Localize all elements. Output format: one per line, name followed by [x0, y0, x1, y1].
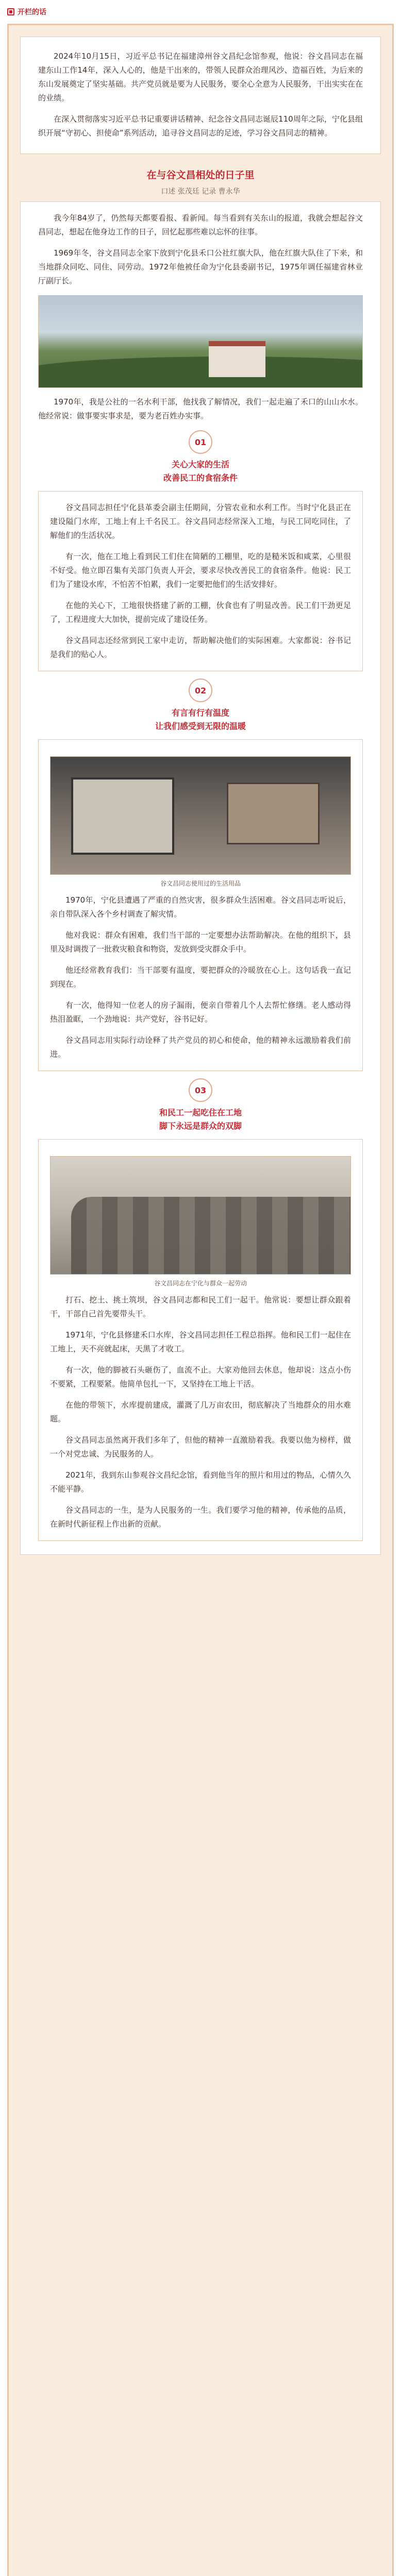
section-2-paragraph: 他对我说：群众有困难，我们当干部的一定要想办法帮助解决。在他的组织下，县里及时调拨了一批救灾粮食和物资，发放到受灾群众手中。 — [50, 930, 351, 954]
section-3-paragraph: 谷文昌同志虽然离开我们多年了，但他的精神一直激励着我。我要以他为榜样，做一个对党忠诚、为民服务的人。 — [50, 1435, 351, 1459]
building-shape — [209, 341, 265, 377]
section-1-paragraph: 有一次，他在工地上看到民工们住在简陋的工棚里，吃的是糙米饭和咸菜，心里很不好受。他立即召集有关部门负责人开会，要求尽快改善民工的食宿条件。他说：民工们为了建设水库，不怕苦不怕累，我们一定要把他们的生活安排好。 — [50, 552, 351, 589]
exhibit-board-shape — [227, 783, 320, 844]
section-2-paragraph: 有一次，他得知一位老人的房子漏雨，便亲自带着几个人去帮忙修缮。老人感动得热泪盈眶，一个劲地说：共产党好，谷书记好。 — [50, 1001, 351, 1024]
section-2-number: 02 — [189, 679, 212, 702]
section-1-body — [38, 491, 363, 671]
section-3-paragraph: 打石、挖土、挑土筑坝，谷文昌同志都和民工们一起干。他常说：要想让群众跟着干，干部自己首先要带头干。 — [50, 1295, 351, 1318]
section-3-paragraph: 在他的带领下，水库提前建成，灌溉了几万亩农田，彻底解决了当地群众的用水难题。 — [50, 1400, 351, 1423]
article-paragraph: 1969年冬，谷文昌同志全家下放到宁化县禾口公社红旗大队，他在红旗大队住了下来，和当地群众同吃、同住、同劳动。1972年他被任命为宁化县委副书记，1975年调任福建省林业厅副厅长。 — [38, 248, 363, 285]
section-2-title: 有言有行有温度 让我们感受到无限的温暖 — [155, 708, 246, 731]
section-2-header — [38, 679, 363, 733]
display-case-shape — [71, 777, 174, 855]
article-paragraph: 1970年，我是公社的一名水利干部，他找我了解情况，我们一起走遍了禾口的山山水水。他经常说：做事要实事求是，要为老百姓办实事。 — [38, 397, 363, 420]
column-tag-label: 开栏的话 — [18, 8, 46, 16]
top-tag-bar — [0, 0, 401, 24]
section-2-body — [38, 739, 363, 1071]
section-1-paragraph: 在他的关心下，工地很快搭建了新的工棚，伙食也有了明显改善。民工们干劲更足了，工程进度大大加快，提前完成了建设任务。 — [50, 601, 351, 624]
section-1-title: 关心大家的生活 改善民工的食宿条件 — [163, 460, 238, 483]
section-3-title: 和民工一起吃住在工地 脚下永远是群众的双脚 — [159, 1108, 242, 1131]
hill-shape — [38, 357, 363, 387]
article-byline: 口述 张茂廷 记录 曹永华 — [161, 188, 240, 196]
section-3-paragraph: 2021年，我到东山参观谷文昌纪念馆，看到他当年的照片和用过的物品，心情久久不能平静。 — [50, 1470, 351, 1494]
article-frame — [7, 24, 394, 2576]
section-3-photo-caption: 谷文昌同志在宁化与群众一起劳动 — [154, 1280, 247, 1287]
section-2-paragraph: 他还经常教育我们：当干部要有温度，要把群众的冷暖放在心上。这句话我一直记到现在。 — [50, 965, 351, 989]
tag-mark-icon — [7, 8, 14, 15]
section-2-paragraph: 谷文昌同志用实际行动诠释了共产党员的初心和使命，他的精神永远激励着我们前进。 — [50, 1036, 351, 1059]
article-body — [20, 201, 381, 1555]
section-3-paragraph: 有一次，他的脚被石头砸伤了，血流不止。大家劝他回去休息，他却说：这点小伤不要紧，工程要紧。他简单包扎一下，又坚持在工地上干活。 — [50, 1365, 351, 1388]
people-silhouette-shape — [71, 1197, 351, 1274]
article-heading — [20, 167, 381, 196]
museum-display-photo — [50, 756, 351, 875]
section-3-body — [38, 1139, 363, 1541]
article-paragraph: 我今年84岁了，仍然每天都要看报、看新闻。每当看到有关东山的报道，我就会想起谷文昌同志，想起在他身边工作的日子，回忆起那些难以忘怀的往事。 — [38, 213, 363, 236]
column-tag — [7, 7, 46, 17]
section-2-photo-caption: 谷文昌同志使用过的生活用品 — [160, 880, 241, 887]
landscape-photo — [38, 295, 363, 388]
section-2-paragraph: 1970年，宁化县遭遇了严重的自然灾害，很多群众生活困难。谷文昌同志听说后，亲自带队深入各个乡村调查了解灾情。 — [50, 895, 351, 919]
section-3-number: 03 — [189, 1078, 212, 1102]
section-3-paragraph: 谷文昌同志的一生，是为人民服务的一生。我们要学习他的精神，传承他的品质，在新时代新征程上作出新的贡献。 — [50, 1505, 351, 1529]
intro-paragraph-2: 在深入贯彻落实习近平总书记重要讲话精神、纪念谷文昌同志诞辰110周年之际，宁化县组织开展“守初心、担使命”系列活动，追寻谷文昌同志的足迹，学习谷文昌同志的精神。 — [38, 114, 363, 138]
section-1-paragraph: 谷文昌同志担任宁化县革委会副主任期间，分管农业和水利工作。当时宁化县正在建设隘门水库，工地上有上千名民工。谷文昌同志经常深入工地，与民工同吃同住，了解他们的生活状况。 — [50, 503, 351, 540]
section-1-header — [38, 430, 363, 485]
section-1-number: 01 — [189, 430, 212, 454]
group-photo — [50, 1156, 351, 1275]
article-title: 在与谷文昌相处的日子里 — [146, 170, 255, 181]
section-3-header — [38, 1078, 363, 1133]
section-3-paragraph: 1971年，宁化县修建禾口水库，谷文昌同志担任工程总指挥。他和民工们一起住在工地上，天不亮就起床，天黑了才收工。 — [50, 1330, 351, 1353]
section-1-paragraph: 谷文昌同志还经常到民工家中走访，帮助解决他们的实际困难。大家都说：谷书记是我们的贴心人。 — [50, 636, 351, 659]
intro-paragraph-1: 2024年10月15日，习近平总书记在福建漳州谷文昌纪念馆参观，他说：谷文昌同志在福建东山工作14年，深入人心的，他是干出来的，带领人民群众治理风沙、造福百姓，为后来的东山发展奠定了坚实基础。共产党员就是要为人民服务，要全心全意为人民服务，干出实实在在的业绩。 — [38, 52, 363, 103]
intro-box — [20, 37, 381, 154]
